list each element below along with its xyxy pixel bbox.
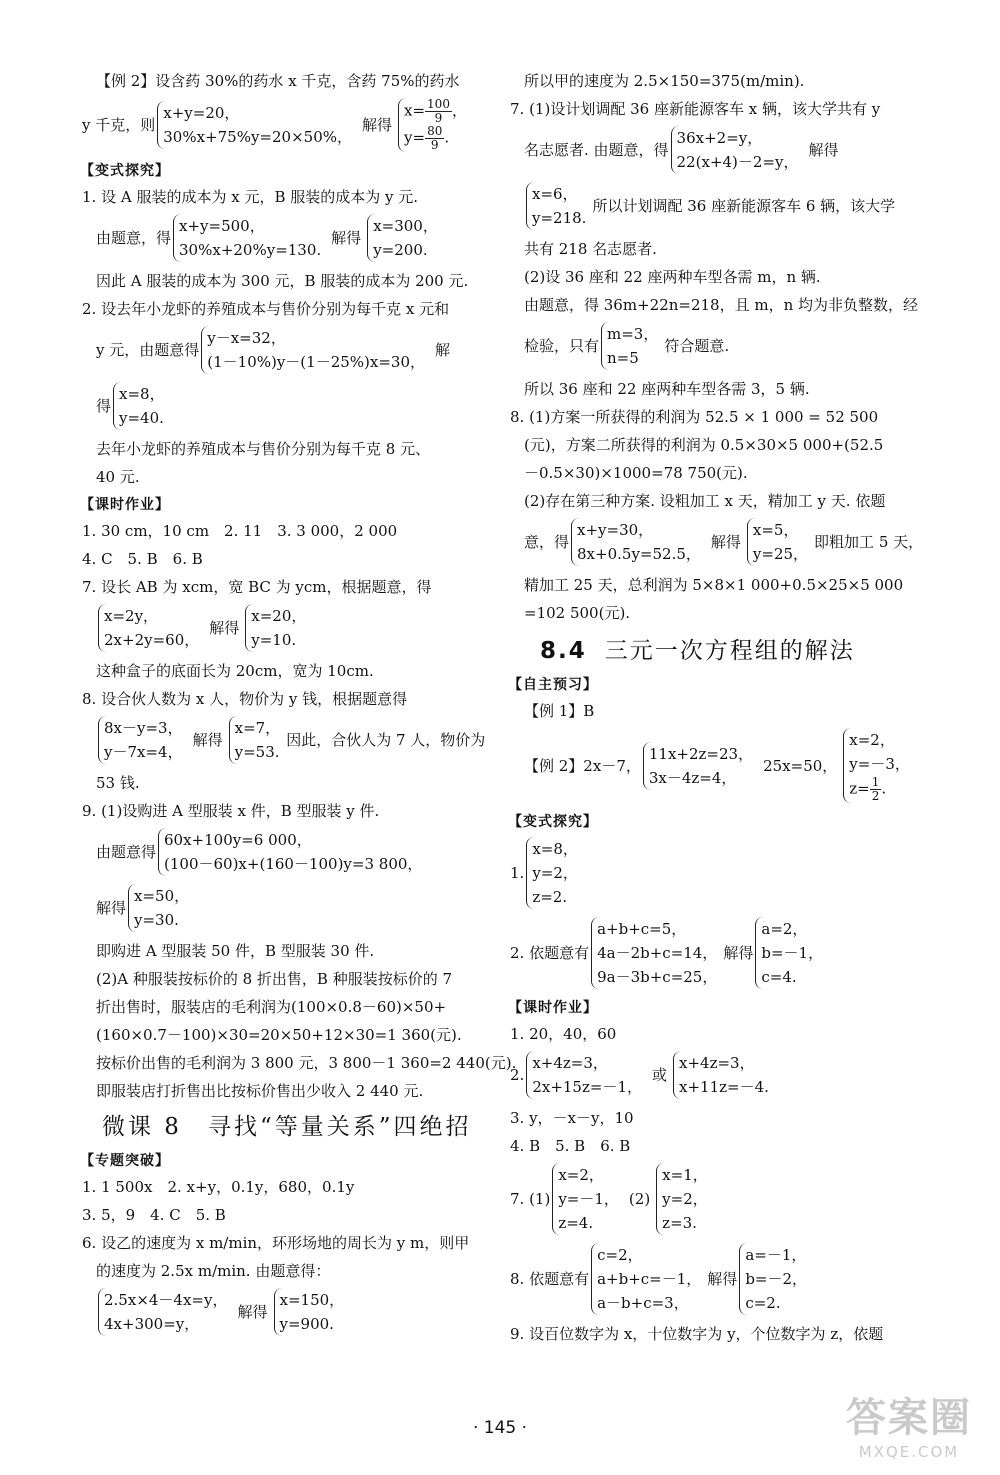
answer-line: 1. 1 500x 2. x+y，0.1y，680，0.1y xyxy=(82,1178,355,1196)
answer-line: 7. 设长 AB 为 xcm，宽 BC 为 ycm，根据题意，得 xyxy=(82,578,432,596)
answer-line: 精加工 25 天，总利润为 5×8×1 000+0.5×25×5 000 xyxy=(524,576,904,594)
page-number: · 145 · xyxy=(472,1418,528,1438)
answer-line: 40 元. xyxy=(96,468,140,486)
answer-line: 3. 5，9 4. C 5. B xyxy=(82,1206,226,1224)
right-column xyxy=(508,70,924,1351)
answer-line: 4. B 5. B 6. B xyxy=(510,1137,631,1155)
answer-line: 去年小龙虾的养殖成本与售价分别为每千克 8 元、 xyxy=(96,440,431,458)
equation-system: 检验，只有 m=3， n=5 符合题意. xyxy=(510,322,910,370)
fraction: $\frac{80}{9}$ xyxy=(427,124,443,152)
answer-line: (2)存在第三种方案. 设粗加工 x 天，精加工 y 天. 依题 xyxy=(524,492,886,510)
answer-line: (2)设 36 座和 22 座两种车型各需 m，n 辆. xyxy=(524,268,821,286)
answer-line: 由题意，得 36m+22n=218，且 m，n 均为非负整数，经 xyxy=(524,296,919,314)
answer-line: 9. 设百位数字为 x，十位数字为 y，个位数字为 z，依题 xyxy=(510,1325,884,1343)
equation-system: y 元，由题意得 y－x=32， (1－10%)y－(1－25%)x=30， 解 xyxy=(82,326,492,374)
example-2-system: y 千克，则 x+y=20， 30%x+75%y=20×50%， 解得 x= $\frac{100}{9}$ ， y= $\frac{80}{9}$ . xyxy=(82,98,492,152)
answer-line: 即服装店打折售出比按标价售出少收入 2 440 元. xyxy=(96,1082,424,1100)
equation-system: 1. x=8， y=2， z=2. xyxy=(510,837,910,909)
fraction: $\frac{100}{9}$ xyxy=(427,97,450,125)
equation-system: 意，得 x+y=30， 8x+0.5y=52.5， 解得 x=5， y=25， 即粗加工 5 天， xyxy=(510,518,910,566)
equation-system: 2. x+4z=3， 2x+15z=－1， 或 x+4z=3， x+11z=－4. xyxy=(510,1051,910,1099)
answer-line: 即购进 A 型服装 50 件，B 型服装 30 件. xyxy=(96,942,375,960)
section-tag: 【专题突破】 xyxy=(80,1153,170,1169)
equation-system: 7. (1) x=2， y=－1， z=4. (2) x=1， y=2， z=3. xyxy=(510,1163,910,1235)
example-2-system: 【例 2】2x－7， 11x+2z=23， 3x－4z=4， 25x=50， x=2， y=－3， z= $\frac{1}{2}$ . xyxy=(510,728,910,803)
section-tag: 【课时作业】 xyxy=(508,1000,598,1016)
answer-line: (2)A 种服装按标价的 8 折出售，B 种服装按标价的 7 xyxy=(96,970,453,988)
chapter-title: 8.4 三元一次方程组的解法 xyxy=(540,638,855,664)
microlesson-title: 微课 8 寻找“等量关系”四绝招 xyxy=(102,1114,472,1140)
section-tag: 【自主预习】 xyxy=(508,677,598,693)
answer-line: =102 500(元). xyxy=(524,604,631,622)
watermark-logo: 答案圈 MXQE.COM xyxy=(846,1395,972,1461)
answer-line: 【例 1】B xyxy=(524,702,595,720)
answer-line: 1. 20，40，60 xyxy=(510,1025,617,1043)
equation-system: 解得 x=50， y=30. xyxy=(82,884,492,932)
solution-brace: x= $\frac{100}{9}$ ， y= $\frac{80}{9}$ . xyxy=(398,98,471,152)
answer-line: 6. 设乙的速度为 x m/min，环形场地的周长为 y m，则甲 xyxy=(82,1234,470,1252)
answer-line: 7. (1)设计划调配 36 座新能源客车 x 辆，该大学共有 y xyxy=(510,100,881,118)
answer-line: 53 钱. xyxy=(96,774,140,792)
equation-system: x=2y， 2x+2y=60， 解得 x=20， y=10. xyxy=(82,604,492,652)
answer-line: 的速度为 2.5x m/min. 由题意得： xyxy=(96,1262,331,1280)
answer-line: (元)，方案二所获得的利润为 0.5×30×5 000+(52.5 xyxy=(524,436,884,454)
answer-line: (160×0.7－100)×30=20×50+12×30=1 360(元). xyxy=(96,1026,462,1044)
answer-line: 共有 218 名志愿者. xyxy=(524,240,657,258)
answer-line: 因此 A 服装的成本为 300 元，B 服装的成本为 200 元. xyxy=(96,272,469,290)
equation-system: 2.5x×4－4x=y， 4x+300=y， 解得 x=150， y=900. xyxy=(82,1288,492,1336)
answer-line: 所以 36 座和 22 座两种车型各需 3，5 辆. xyxy=(524,380,810,398)
equation-system: 2. 依题意有 a+b+c=5， 4a－2b+c=14， 9a－3b+c=25， 解得 a=2， b=－1， c=4. xyxy=(510,917,910,989)
answer-line: 8. (1)方案一所获得的利润为 52.5 × 1 000 = 52 500 xyxy=(510,408,879,426)
example-2-line: 【例 2】设含药 30%的药水 x 千克，含药 75%的药水 xyxy=(96,72,460,90)
equation-system: 名志愿者. 由题意，得 36x+2=y， 22(x+4)－2=y， 解得 xyxy=(510,126,910,174)
chapter-number: 8.4 xyxy=(540,638,587,664)
answer-line: 8. 设合伙人数为 x 人，物价为 y 钱，根据题意得 xyxy=(82,690,408,708)
equation-system: 由题意，得 x+y=500， 30%x+20%y=130. 解得 x=300， y=200. xyxy=(82,214,492,262)
section-tag: 【变式探究】 xyxy=(80,163,170,179)
left-column xyxy=(80,70,517,1344)
answer-line: 4. C 5. B 6. B xyxy=(82,550,203,568)
answer-line: 1. 设 A 服装的成本为 x 元，B 服装的成本为 y 元. xyxy=(82,188,419,206)
equation-brace: x+y=20， 30%x+75%y=20×50%， xyxy=(157,101,356,149)
answer-line: 折出售时，服装店的毛利润为(100×0.8－60)×50+ xyxy=(96,998,447,1016)
section-tag: 【课时作业】 xyxy=(80,497,170,513)
answer-line: 9. (1)设购进 A 型服装 x 件，B 型服装 y 件. xyxy=(82,802,380,820)
equation-system: 得 x=8， y=40. xyxy=(82,382,492,430)
answer-line: 2. 设去年小龙虾的养殖成本与售价分别为每千克 x 元和 xyxy=(82,300,450,318)
answer-line: 按标价出售的毛利润为 3 800 元，3 800－1 360=2 440(元). xyxy=(96,1054,517,1072)
equation-system: 由题意得 60x+100y=6 000， (100－60)x+(160－100)y=3 800， xyxy=(82,828,492,876)
answer-line: 1. 30 cm，10 cm 2. 11 3. 3 000，2 000 xyxy=(82,522,398,540)
equation-system: x=6， y=218. 所以计划调配 36 座新能源客车 6 辆，该大学 xyxy=(510,182,910,230)
equation-system: 8x－y=3， y－7x=4， 解得 x=7， y=53. 因此，合伙人为 7 人，物价为 xyxy=(82,716,492,764)
answer-line: －0.5×30)×1000=78 750(元). xyxy=(524,464,748,482)
answer-line: 这种盒子的底面长为 20cm，宽为 10cm. xyxy=(96,662,374,680)
answer-line: 3. y，－x－y，10 xyxy=(510,1109,634,1127)
section-tag: 【变式探究】 xyxy=(508,814,598,830)
equation-system: 8. 依题意有 c=2， a+b+c=－1， a－b+c=3， 解得 a=－1， b=－2， c=2. xyxy=(510,1243,910,1315)
fraction: $\frac{1}{2}$ xyxy=(871,775,880,803)
answer-line: 所以甲的速度为 2.5×150=375(m/min). xyxy=(524,72,805,90)
